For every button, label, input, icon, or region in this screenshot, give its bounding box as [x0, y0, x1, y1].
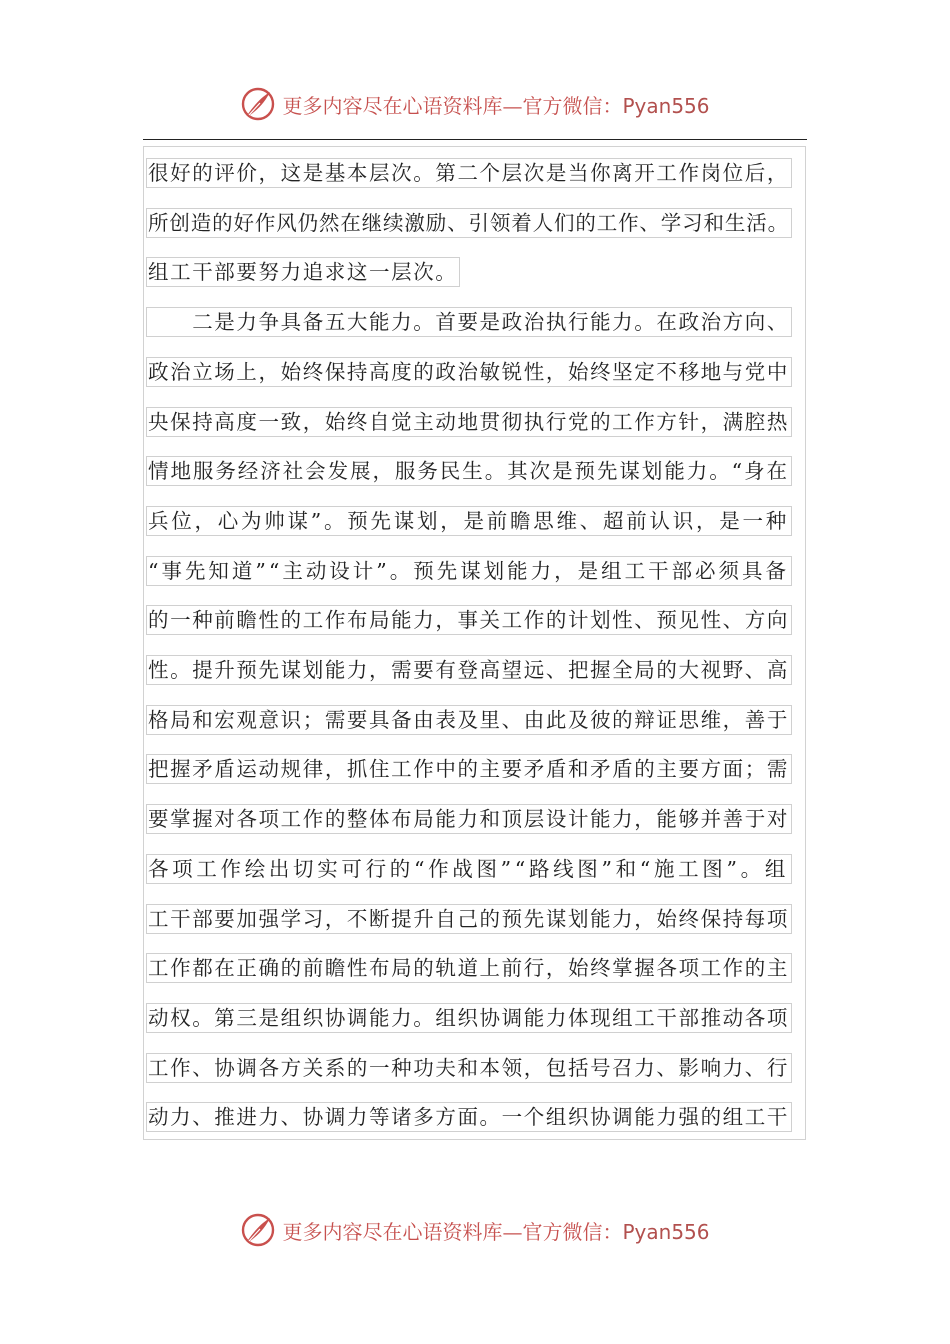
text-line	[146, 903, 792, 935]
header-banner-text: 更多内容尽在心语资料库—官方微信：Pyan556	[282, 93, 710, 118]
text-line	[146, 1052, 792, 1084]
text-line-content: 组工干部要努力追求这一层次。	[146, 257, 460, 287]
page-frame	[143, 146, 806, 1140]
text-line-content: 把握矛盾运动规律，抓住工作中的主要矛盾和矛盾的主要方面；需	[146, 754, 792, 784]
footer-banner	[0, 1208, 950, 1252]
text-line-content: 央保持高度一致，始终自觉主动地贯彻执行党的工作方针，满腔热	[146, 407, 792, 437]
footer-banner-text: 更多内容尽在心语资料库—官方微信：Pyan556	[282, 1219, 710, 1244]
text-line	[146, 306, 792, 338]
text-line	[146, 803, 792, 835]
text-line-content: 格局和宏观意识；需要具备由表及里、由此及彼的辩证思维，善于	[146, 705, 792, 735]
text-line	[146, 207, 792, 239]
text-line-content: 要掌握对各项工作的整体布局能力和顶层设计能力，能够并善于对	[146, 804, 792, 834]
text-line-content: 工作、协调各方关系的一种功夫和本领，包括号召力、影响力、行	[146, 1053, 792, 1083]
header-banner-content	[240, 86, 709, 122]
text-line	[146, 753, 792, 785]
header-banner	[0, 82, 950, 126]
quill-logo-icon	[240, 86, 276, 122]
header-wechat-id: Pyan556	[622, 93, 710, 118]
text-line-content: 动权。第三是组织协调能力。组织协调能力体现组工干部推动各项	[146, 1003, 792, 1033]
text-line-content: 工干部要加强学习，不断提升自己的预先谋划能力，始终保持每项	[146, 904, 792, 934]
footer-banner-content	[240, 1212, 709, 1248]
text-line	[146, 853, 792, 885]
text-line	[146, 256, 460, 288]
text-line	[146, 604, 792, 636]
text-line	[146, 505, 792, 537]
text-line-content: 性。提升预先谋划能力，需要有登高望远、把握全局的大视野、高	[146, 655, 792, 685]
text-line-content: 二是力争具备五大能力。首要是政治执行能力。在政治方向、	[146, 307, 792, 337]
text-line-content: 各项工作绘出切实可行的“作战图”“路线图”和“施工图”。组	[146, 854, 792, 884]
header-rule	[143, 139, 807, 140]
text-line	[146, 356, 792, 388]
text-line	[146, 157, 792, 189]
text-line	[146, 406, 792, 438]
text-line-content: 所创造的好作风仍然在继续激励、引领着人们的工作、学习和生活。	[146, 208, 792, 238]
text-line-content: 工作都在正确的前瞻性布局的轨道上前行，始终掌握各项工作的主	[146, 953, 792, 983]
text-line-content: 政治立场上，始终保持高度的政治敏锐性，始终坚定不移地与党中	[146, 357, 792, 387]
text-line-content: “事先知道”“主动设计”。预先谋划能力，是组工干部必须具备	[146, 556, 792, 586]
text-line	[146, 704, 792, 736]
text-line-content: 很好的评价，这是基本层次。第二个层次是当你离开工作岗位后，	[146, 158, 792, 188]
text-line-content: 的一种前瞻性的工作布局能力，事关工作的计划性、预见性、方向	[146, 605, 792, 635]
text-line	[146, 555, 792, 587]
text-line	[146, 455, 792, 487]
footer-wechat-id: Pyan556	[622, 1219, 710, 1244]
text-line	[146, 1002, 792, 1034]
quill-logo-icon	[240, 1212, 276, 1248]
text-line	[146, 952, 792, 984]
text-line	[146, 1101, 792, 1133]
text-line	[146, 654, 792, 686]
text-line-content: 动力、推进力、协调力等诸多方面。一个组织协调能力强的组工干	[146, 1102, 792, 1132]
text-line-content: 兵位，心为帅谋”。预先谋划，是前瞻思维、超前认识，是一种	[146, 506, 792, 536]
text-line-content: 情地服务经济社会发展，服务民生。其次是预先谋划能力。“身在	[146, 456, 792, 486]
